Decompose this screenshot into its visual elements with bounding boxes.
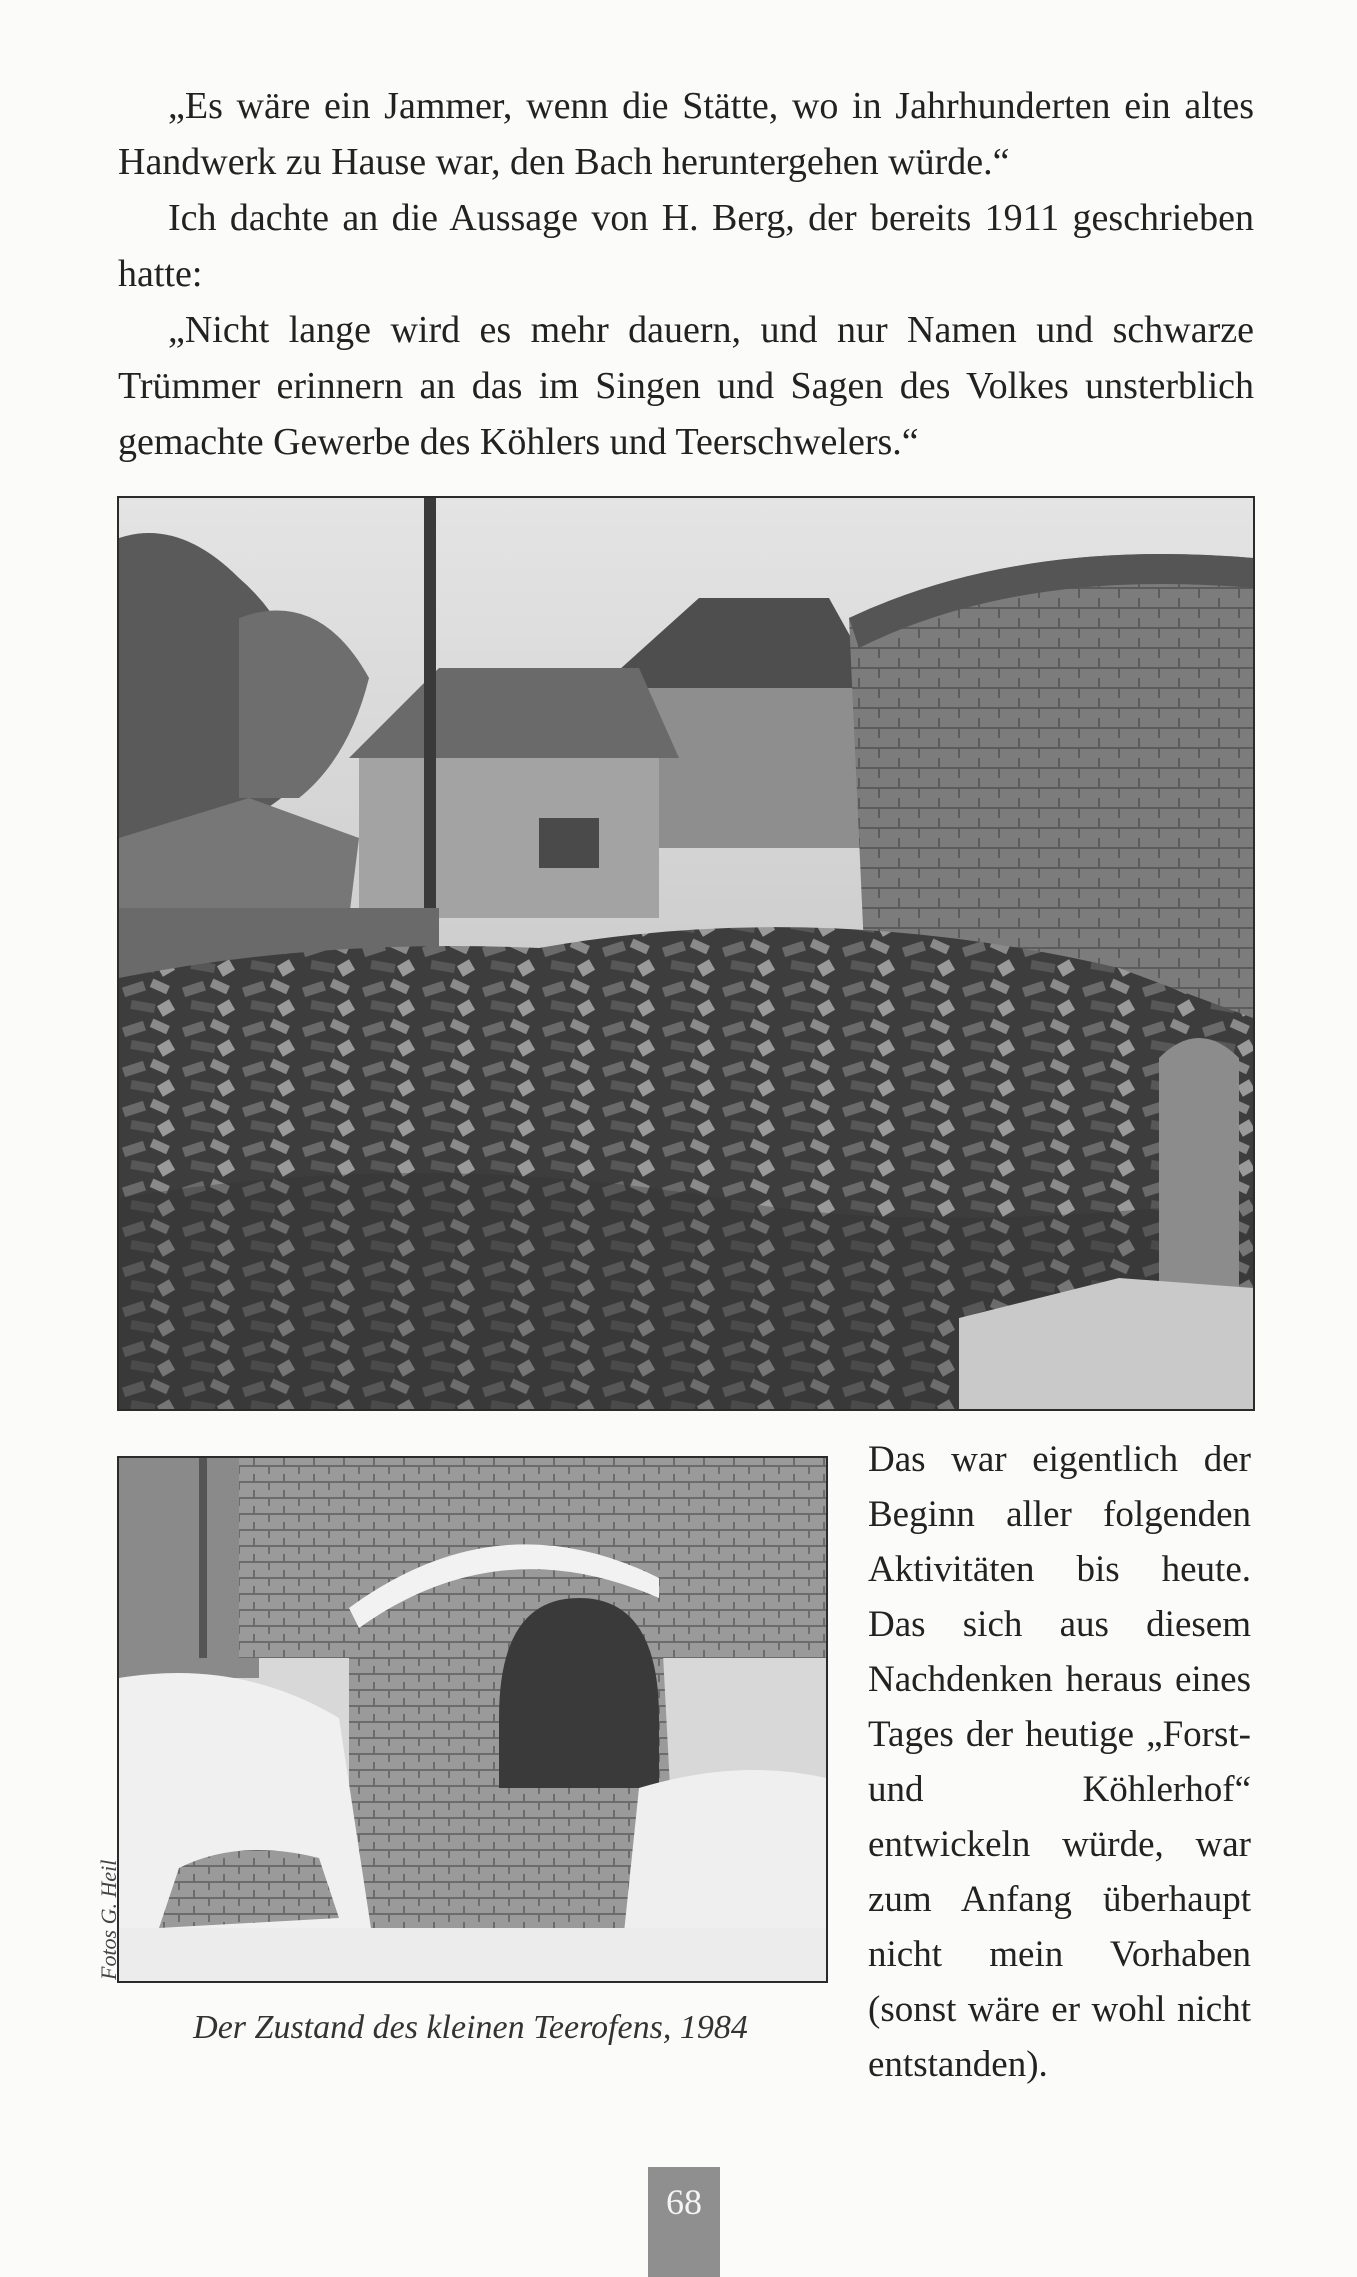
photo-ruins-rubble [117,496,1255,1411]
photo-caption: Der Zustand des kleinen Teerofens, 1984 [193,2009,748,2046]
reference-paragraph: Ich dachte an die Aussage von H. Berg, der bereits 1911 geschrieben hatte: [118,197,1254,295]
photo-credit: Fotos G. Heil [96,1859,121,1980]
side-paragraph [868,1432,1251,2092]
photo-tar-kiln-winter-image [119,1458,826,1981]
quote-paragraph-1: „Es wäre ein Jammer, wenn die Stätte, wo in Jahrhunderten ein altes Handwerk zu Hause war, den Bach heruntergehen würde.“ [118,85,1254,183]
page-number: 68 [648,2167,720,2277]
quote-paragraph-2: „Nicht lange wird es mehr dauern, und nur Namen und schwarze Trümmer erinnern an das im Singen und Sagen des Volkes unsterblich gemachte Gewerbe des Köhlers und Teerschwelers.“ [118,309,1254,463]
intro-text [118,78,1254,470]
photo-ruins-rubble-image [119,498,1253,1409]
side-paragraph-text: Das war eigentlich der Beginn aller folgenden Aktivitäten bis heute. Das sich aus diesem Nachdenken heraus eines Tages der heutige „Forst- und Köhlerhof“ entwickeln würde, war zum Anfang überhaupt nicht mein Vorhaben (sonst wäre er wohl nicht entstanden). [868,1439,1251,2085]
photo-tar-kiln-winter [117,1456,828,1983]
